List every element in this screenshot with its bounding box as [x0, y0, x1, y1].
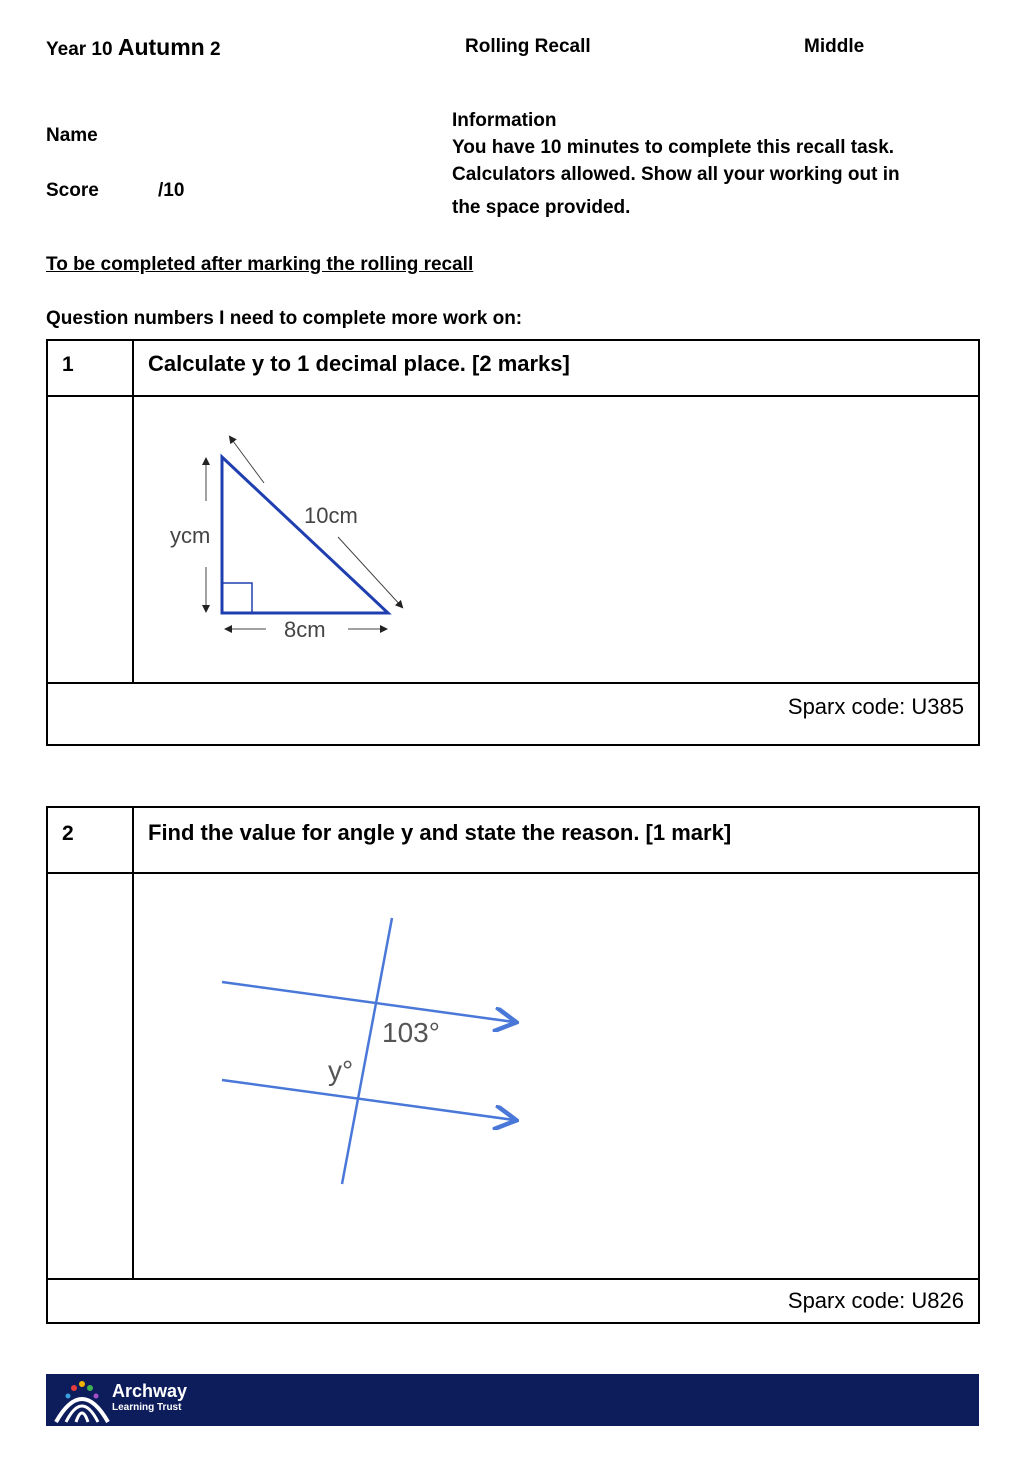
question-1-answer-area[interactable]: [133, 396, 979, 683]
unknown-angle-label: y°: [328, 1055, 354, 1086]
question-2-answer-area[interactable]: [133, 873, 979, 1279]
question-text: Find the value for angle y and state the reason. [1 mark]: [133, 807, 979, 873]
question-number-spacer: [47, 873, 133, 1279]
term-label: Autumn: [117, 34, 205, 60]
question-1-table: [46, 339, 980, 746]
footer-bar: [46, 1374, 979, 1426]
question-number: 2: [47, 807, 133, 873]
header-year: [46, 34, 221, 61]
information-heading: Information: [452, 110, 557, 131]
page-title: Rolling Recall: [465, 36, 591, 57]
information-line-1: You have 10 minutes to complete this recall task.: [452, 137, 895, 158]
right-angle-marker: [222, 583, 252, 613]
sparx-code: Sparx code: U385: [47, 683, 979, 745]
question-text: Calculate y to 1 decimal place. [2 marks]: [133, 340, 979, 396]
given-angle-label: 103°: [382, 1017, 440, 1048]
base-label: 8cm: [284, 617, 326, 642]
triangle-diagram: [154, 405, 454, 665]
score-label: Score: [46, 180, 99, 201]
after-marking-heading: To be completed after marking the rolling recall: [46, 254, 474, 275]
triangle-shape: [222, 457, 388, 613]
question-number: 1: [47, 340, 133, 396]
parallel-lines-diagram: [214, 914, 534, 1204]
year-label: Year 10: [46, 39, 113, 60]
name-label: Name: [46, 125, 98, 146]
transversal-line: [342, 918, 392, 1184]
score-total: /10: [158, 180, 185, 201]
information-line-2: Calculators allowed. Show all your working out in: [452, 164, 900, 185]
parallel-line-top: [222, 982, 514, 1022]
level-label: Middle: [804, 36, 865, 57]
parallel-line-bottom: [222, 1080, 514, 1120]
logo-subtitle: Learning Trust: [112, 1402, 182, 1413]
logo-name: Archway: [112, 1381, 188, 1401]
work-needed-prompt: Question numbers I need to complete more work on:: [46, 308, 523, 329]
question-number-spacer: [47, 396, 133, 683]
question-2-table: [46, 806, 980, 1324]
hypotenuse-label: 10cm: [304, 503, 358, 528]
vertical-side-label: ycm: [170, 523, 211, 548]
information-line-3: the space provided.: [452, 197, 631, 218]
information-block: [452, 107, 900, 221]
archway-logo-icon: [52, 1378, 112, 1424]
sparx-code: Sparx code: U826: [47, 1279, 979, 1323]
hypotenuse-arrow-top: [230, 437, 264, 483]
term-number: 2: [210, 39, 221, 60]
